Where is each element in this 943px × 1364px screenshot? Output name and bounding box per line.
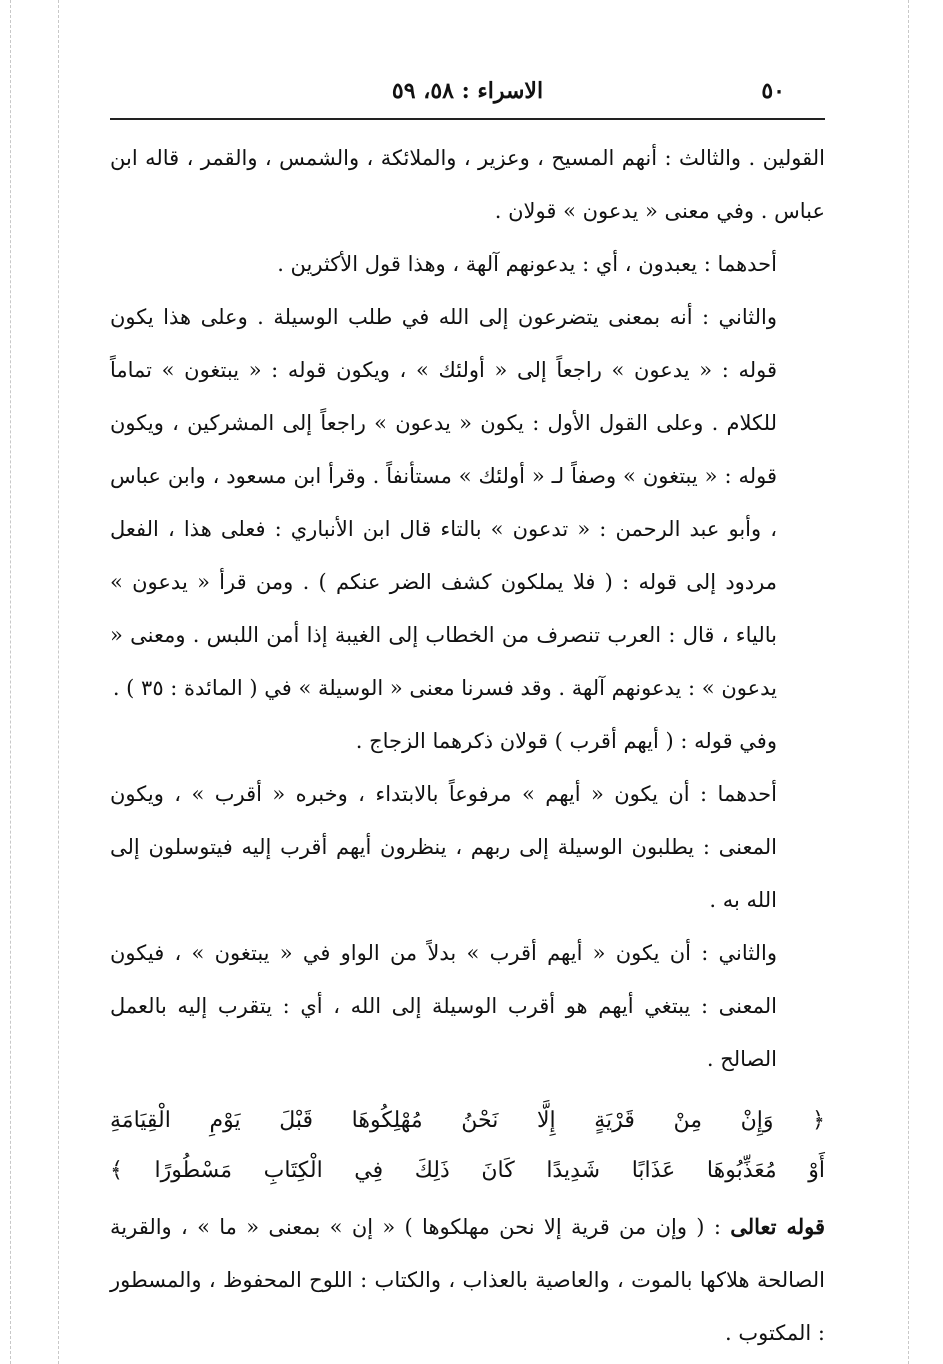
paragraph: القولين . والثالث : أنهم المسيح ، وعزير ، والملائكة ، والشمس ، والقمر ، قاله ابن عباس . وفي معنى « يدعون » قولان .: [110, 146, 825, 223]
verse-line: أَوْ مُعَذِّبُوهَا عَذَابًا شَدِيدًا كَانَ ذَلِكَ فِي الْكِتَابِ مَسْطُورًا ﴾: [110, 1158, 825, 1183]
paragraph: أحدهما : يعبدون ، أي : يدعونهم آلهة ، وهذا قول الأكثرين .: [277, 252, 777, 276]
page-header: [110, 78, 825, 120]
paragraph: [110, 1200, 825, 1360]
lead-in: قوله تعالى: [730, 1214, 825, 1239]
running-title: الاسراء : ٥٨، ٥٩: [391, 78, 544, 104]
paragraph: أحدهما : أن يكون « أيهم » مرفوعاً بالابتداء ، وخبره « أقرب » ، ويكون المعنى : يطلبون الوسيلة إلى ربهم ، ينظرون أيهم أقرب إليه فيتوسلون إلى الله به .: [110, 782, 777, 912]
paragraph-text: : ( وإن من قرية إلا نحن مهلكوها ) « إن » بمعنى « ما » ، والقرية الصالحة هلاكها بالموت ، والعاصية بالعذاب ، والكتاب : اللوح المحفوظ ، والمسطور : المكتوب .: [110, 1215, 825, 1345]
paragraph: والثاني : أن يكون « أيهم أقرب » بدلاً من الواو في « يبتغون » ، فيكون المعنى : يبتغي أيهم هو أقرب الوسيلة إلى الله ، أي : يتقرب إليه بالعمل الصالح .: [110, 941, 777, 1071]
scan-guide-line-left-2: [58, 0, 59, 1364]
verse-line: ﴿ وَإِنْ مِنْ قَرْيَةٍ إِلَّا نَحْنُ مُهْلِكُوهَا قَبْلَ يَوْمِ الْقِيَامَةِ: [110, 1108, 825, 1133]
page-number: ٥٠: [761, 78, 785, 104]
paragraph: والثاني : أنه بمعنى يتضرعون إلى الله في طلب الوسيلة . وعلى هذا يكون قوله : « يدعون » راجعاً إلى « أولئك » ، ويكون قوله : « يبتغون » تماماً للكلام . وعلى القول الأول : يكون « يدعون » راجعاً إلى المشركين ، ويكون قوله : « يبتغون » وصفاً لـ « أولئك » مستأنفاً . وقرأ ابن مسعود ، وابن عباس ، وأبو عبد الرحمن : « تدعون » بالتاء قال ابن الأنباري : فعلى هذا ، الفعل مردود إلى قوله : ( فلا يملكون كشف الضر عنكم ) . ومن قرأ « يدعون » بالياء ، قال : العرب تنصرف من الخطاب إلى الغيبة إذا أمن اللبس . ومعنى « يدعون » : يدعونهم آلهة . وقد فسرنا معنى « الوسيلة » في ( المائدة : ٣٥ ) .: [110, 305, 777, 700]
quran-verse: [110, 1096, 825, 1196]
scan-guide-line-right: [908, 0, 909, 1364]
page-body: [110, 132, 825, 1360]
scan-guide-line-left: [10, 0, 11, 1364]
paragraph: وفي قوله : ( أيهم أقرب ) قولان ذكرهما الزجاج .: [355, 729, 777, 753]
